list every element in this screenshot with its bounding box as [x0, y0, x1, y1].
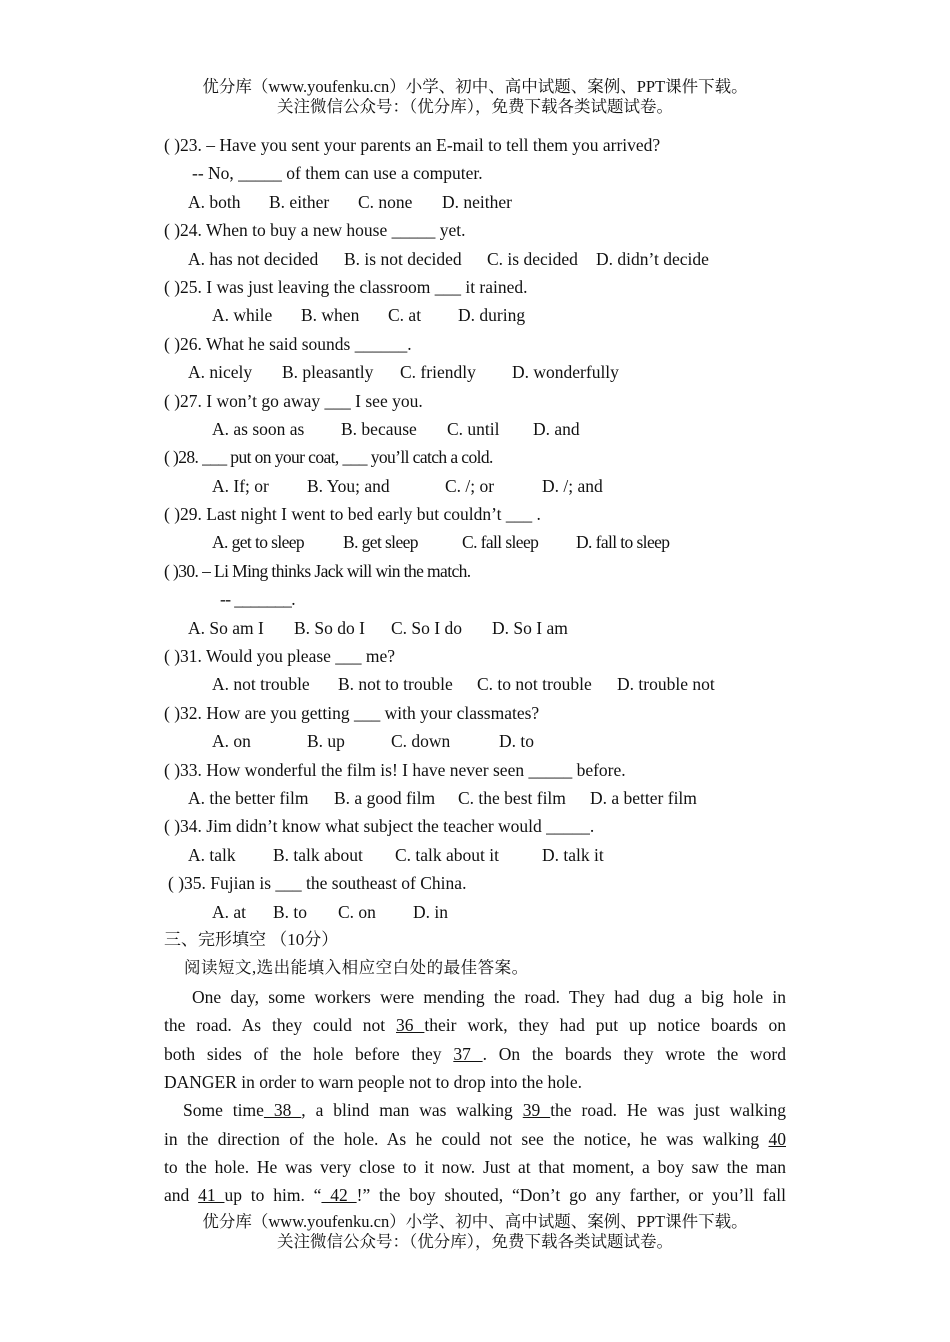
option-c: C. none [358, 191, 413, 212]
option-b: B. is not decided [344, 248, 462, 269]
passage-text: the road. He was just walking [550, 1100, 786, 1121]
option-a: A. the better film [188, 787, 309, 808]
question-32-options [164, 727, 786, 755]
blank-39: 39 [522, 1100, 551, 1121]
question-30-stem: ( )30. – Li Ming thinks Jack will win the match. [164, 560, 471, 581]
question-23-options [164, 188, 786, 216]
passage-line: DANGER in order to warn people not to drop into the hole. [164, 1071, 582, 1092]
option-d: D. and [533, 418, 580, 439]
option-c: C. on [338, 901, 376, 922]
option-c: C. down [391, 731, 451, 752]
question-30-stem-reply: -- _______. [220, 589, 296, 610]
option-b: B. pleasantly [282, 362, 374, 383]
question-29-stem: ( )29. Last night I went to bed early but couldn’t ___ . [164, 504, 541, 525]
option-c: C. /; or [445, 475, 495, 496]
option-c: C. friendly [400, 362, 476, 383]
option-b: B. to [273, 901, 308, 922]
option-a: A. nicely [188, 362, 253, 383]
option-b: B. either [269, 191, 330, 212]
question-23-stem: ( )23. – Have you sent your parents an E-mail to tell them you arrived? [164, 135, 661, 155]
question-30-options [164, 614, 786, 642]
option-a: A. get to sleep [212, 532, 305, 553]
cloze-passage [164, 983, 786, 1210]
question-33-options [164, 784, 786, 812]
option-c: C. talk about it [395, 844, 500, 865]
question-35-options [164, 898, 786, 926]
option-c: C. is decided [487, 248, 578, 269]
question-31-options [164, 670, 786, 698]
passage-line: One day, some workers were mending the road. They had dug a big hole in [192, 986, 786, 1007]
option-c: C. So I do [391, 617, 462, 638]
question-28-options [164, 472, 786, 500]
question-29-options [164, 528, 786, 556]
passage-line [164, 1181, 786, 1209]
page-header [0, 77, 950, 117]
option-c: C. until [447, 418, 500, 439]
option-d: D. a better film [590, 787, 697, 808]
question-34-options [164, 841, 786, 869]
option-d: D. in [413, 901, 448, 922]
option-a: A. not trouble [212, 674, 310, 695]
passage-text: in the direction of the hole. As he could not see the notice, he was walking [164, 1128, 760, 1149]
passage-text: Some time [183, 1100, 264, 1121]
option-b: B. get sleep [343, 532, 418, 553]
option-b: B. talk about [273, 844, 363, 865]
option-a: A. at [212, 901, 247, 922]
passage-text: !” the boy shouted, “Don’t go any farther, or you’ll fall [356, 1185, 786, 1206]
question-24-options [164, 245, 786, 273]
section-3-instruction: 阅读短文,选出能填入相应空白处的最佳答案。 [184, 958, 529, 978]
passage-line [164, 1011, 786, 1039]
option-d: D. neither [442, 191, 512, 212]
blank-37: 37 [453, 1043, 483, 1064]
option-a: A. If; or [212, 475, 269, 496]
passage-line: to the hole. He was very close to it now. Just at that moment, a boy saw the man [164, 1157, 786, 1178]
passage-line [164, 1125, 786, 1153]
passage-line [164, 1096, 786, 1124]
passage-line [164, 1040, 786, 1068]
blank-42: 42 [321, 1185, 357, 1206]
blank-41: 41 [198, 1185, 225, 1206]
option-a: A. as soon as [212, 418, 305, 439]
option-b: B. not to trouble [338, 674, 453, 695]
question-35-stem: ( )35. Fujian is ___ the southeast of China. [168, 873, 467, 894]
question-31-stem: ( )31. Would you please ___ me? [164, 646, 396, 667]
passage-text: the road. As they could not [164, 1015, 386, 1036]
passage-text: their work, they had put up notice boards on [424, 1015, 786, 1036]
option-c: C. the best film [458, 787, 566, 808]
footer-line-2: 关注微信公众号：（优分库），免费下载各类试题试卷。 [277, 1232, 673, 1251]
question-25-options [164, 301, 786, 329]
option-d: D. So I am [492, 617, 568, 638]
passage-text: both sides of the hole before they [164, 1043, 442, 1064]
question-34-stem: ( )34. Jim didn’t know what subject the teacher would _____. [164, 816, 595, 837]
header-line-2: 关注微信公众号：（优分库），免费下载各类试题试卷。 [277, 97, 673, 116]
option-c: C. fall sleep [462, 532, 539, 553]
option-a: A. on [212, 731, 251, 752]
footer-line-1: 优分库（www.youfenku.cn）小学、初中、高中试题、案例、PPT课件下载。 [202, 1212, 748, 1231]
option-a: A. has not decided [188, 248, 319, 269]
blank-38: 38 [263, 1100, 302, 1121]
question-25-stem: ( )25. I was just leaving the classroom ___ it rained. [164, 276, 528, 297]
option-d: D. wonderfully [512, 362, 619, 383]
question-24-stem: ( )24. When to buy a new house _____ yet. [164, 220, 466, 241]
question-27-options [164, 415, 786, 443]
question-26-options [164, 358, 786, 386]
option-b: B. You; and [307, 475, 390, 496]
passage-text: , a blind man was walking [301, 1100, 513, 1121]
question-28-stem: ( )28. ___ put on your coat, ___ you’ll catch a cold. [164, 447, 493, 468]
option-d: D. to [499, 731, 534, 752]
passage-text: and [164, 1185, 190, 1206]
exam-content [164, 131, 786, 1210]
option-a: A. both [188, 191, 241, 212]
option-d: D. during [458, 305, 526, 326]
blank-36: 36 [396, 1015, 425, 1036]
header-line-1: 优分库（www.youfenku.cn）小学、初中、高中试题、案例、PPT课件下载。 [202, 77, 748, 96]
option-d: D. talk it [542, 844, 604, 865]
option-d: D. didn’t decide [596, 248, 709, 269]
question-33-stem: ( )33. How wonderful the film is! I have never seen _____ before. [164, 759, 626, 780]
option-b: B. So do I [294, 617, 365, 638]
option-d: D. fall to sleep [576, 532, 670, 553]
question-27-stem: ( )27. I won’t go away ___ I see you. [164, 390, 423, 411]
passage-text: . On the boards they wrote the word [482, 1043, 786, 1064]
option-d: D. /; and [542, 475, 603, 496]
option-b: B. up [307, 731, 345, 752]
option-b: B. a good film [334, 787, 436, 808]
option-b: B. because [341, 418, 417, 439]
option-d: D. trouble not [617, 674, 715, 695]
option-a: A. So am I [188, 617, 264, 638]
option-c: C. at [388, 305, 422, 326]
passage-text: up to him. “ [224, 1185, 322, 1206]
option-c: C. to not trouble [477, 674, 592, 695]
option-a: A. while [212, 305, 273, 326]
blank-40: 40 [768, 1128, 786, 1149]
option-a: A. talk [188, 844, 236, 865]
option-b: B. when [301, 305, 360, 326]
section-3-title: 三、完形填空 （10分） [164, 929, 339, 949]
question-26-stem: ( )26. What he said sounds ______. [164, 333, 412, 354]
question-23-stem-reply: -- No, _____ of them can use a computer. [192, 163, 483, 184]
page-footer [0, 1212, 950, 1252]
question-32-stem: ( )32. How are you getting ___ with your classmates? [164, 702, 540, 723]
